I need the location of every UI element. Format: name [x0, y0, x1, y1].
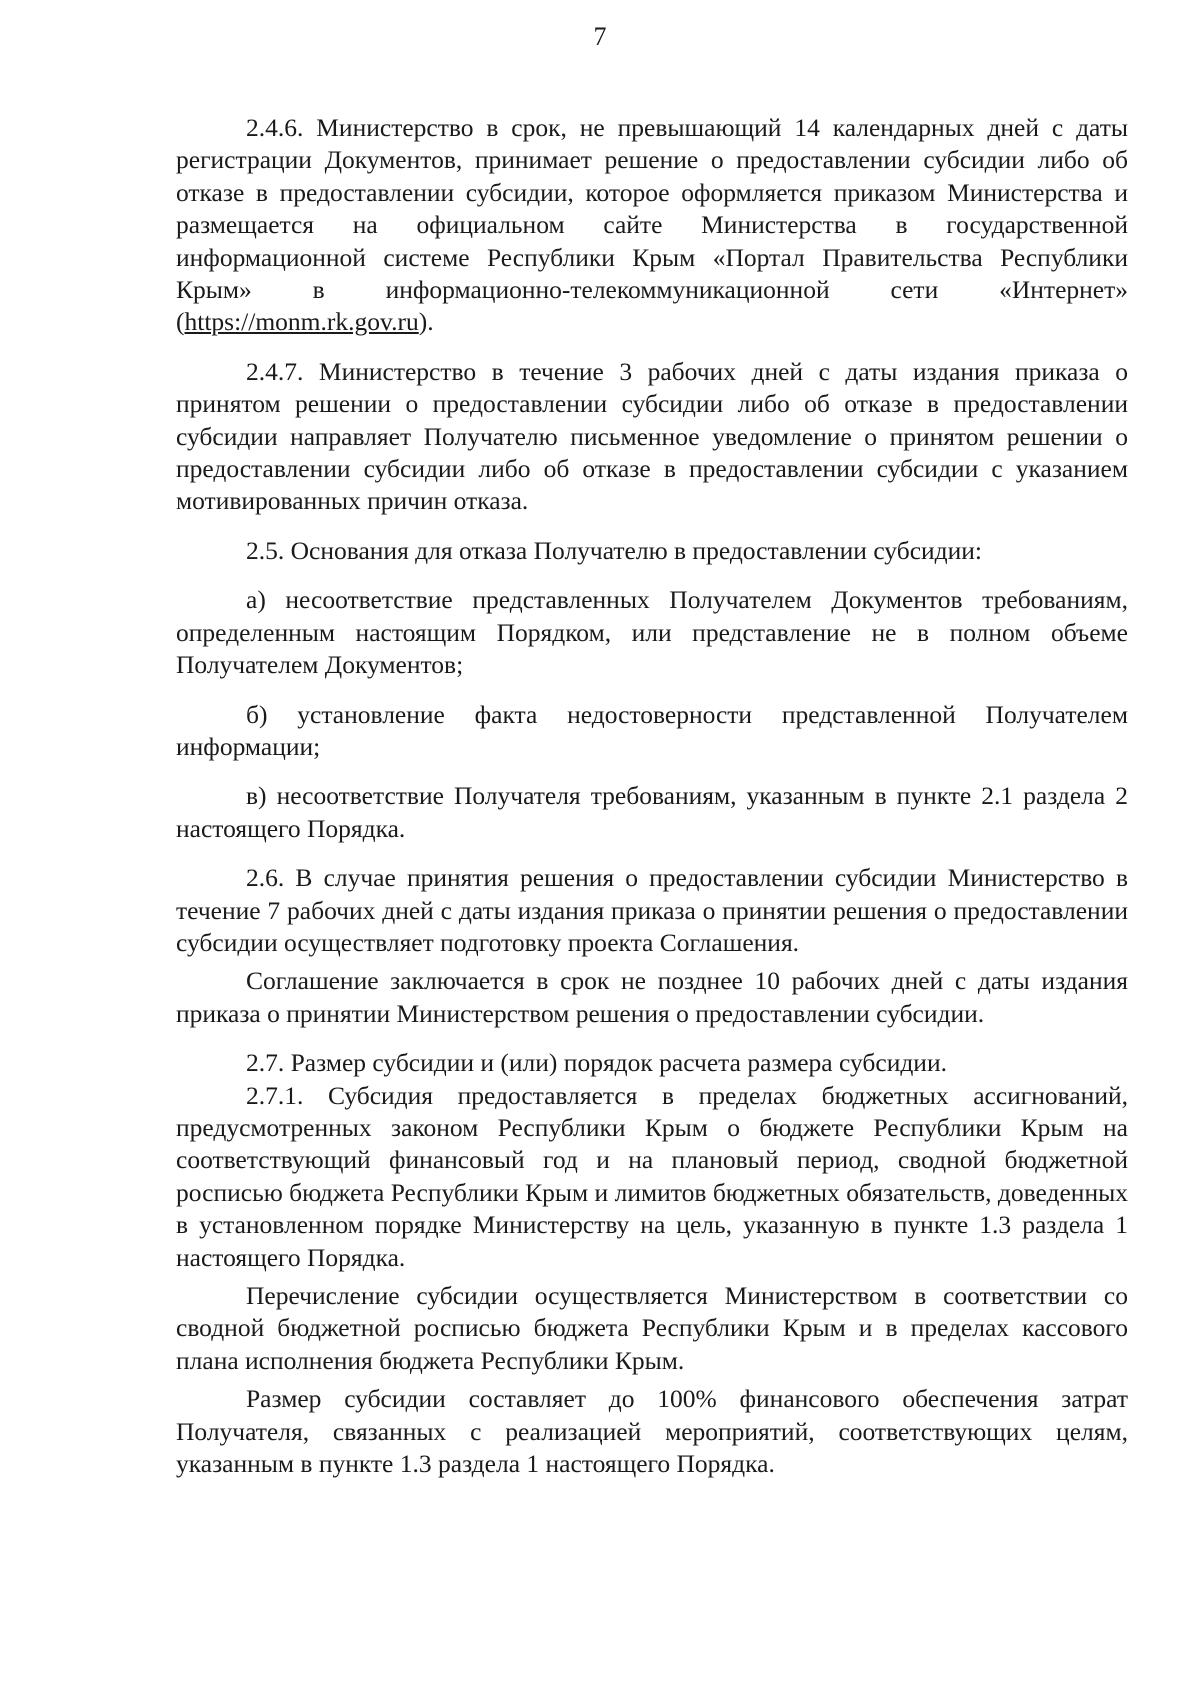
paragraph-2-7-1: 2.7.1. Субсидия предоставляется в пределах бюджетных ассигнований, предусмотренных законом Республики Крым о бюджете Республики Крым на соответствующий финансовый год и на плановый период, сводной бюджетной росписью бюджета Республики Крым и лимитов бюджетных обязательств, доведенных в установленном порядке Министерству на цель, указанную в пункте 1.3 раздела 1 настоящего Порядка. [176, 1080, 1128, 1272]
paragraph-2-4-6 [176, 112, 1128, 339]
paragraph-2-5-a: а) несоответствие представленных Получателем Документов требованиям, определенным настоящим Порядком, или представление не в полном объеме Получателем Документов; [176, 585, 1128, 680]
paragraph-2-6: 2.6. В случае принятия решения о предоставлении субсидии Министерство в течение 7 рабочих дней с даты издания приказа о принятии решения о предоставлении субсидии осуществляет подготовку проекта Соглашения. [176, 863, 1128, 957]
paragraph-2-7-1-amount: Размер субсидии составляет до 100% финансового обеспечения затрат Получателя, связанных с реализацией мероприятий, соответствующих целям, указанным в пункте 1.3 раздела 1 настоящего Порядка. [176, 1384, 1128, 1479]
page-number: 7 [593, 22, 607, 51]
paragraph-2-4-7: 2.4.7. Министерство в течение 3 рабочих дней с даты издания приказа о принятом решении о предоставлении субсидии либо об отказе в предоставлении субсидии направляет Получателю письменное уведомление о принятом решении о предоставлении субсидии либо об отказе в предоставлении субсидии с указанием мотивированных причин отказа. [176, 356, 1128, 516]
ministry-site-link[interactable]: https://monm.rk.gov.ru [184, 307, 419, 337]
paragraph-2-7-1-transfer: Перечисление субсидии осуществляется Министерством в соответствии со сводной бюджетной росписью бюджета Республики Крым и в пределах кассового плана исполнения бюджета Республики Крым. [176, 1281, 1128, 1375]
paragraph-2-4-6-text: 2.4.6. Министерство в срок, не превышающий 14 календарных дней с даты регистрации Документов, принимает решение о предоставлении субсидии либо об отказе в предоставлении субсидии, которое оформляется приказом Министерства и размещается на официальном сайте Министерства в государственной информационной системе Республики Крым «Портал Правительства Республики Крым» в информационно-телекоммуникационной сети «Интернет» ( [176, 113, 1128, 337]
paragraph-2-5: 2.5. Основания для отказа Получателю в предоставлении субсидии: [246, 535, 983, 565]
document-body [176, 112, 1128, 1480]
paragraph-2-4-6-tail: ). [418, 307, 434, 337]
paragraph-2-6-agreement: Соглашение заключается в срок не позднее 10 рабочих дней с даты издания приказа о принятии Министерством решения о предоставлении субсидии. [176, 966, 1128, 1028]
paragraph-2-5-v: в) несоответствие Получателя требованиям, указанным в пункте 2.1 раздела 2 настоящего Порядка. [176, 781, 1128, 843]
paragraph-2-7: 2.7. Размер субсидии и (или) порядок расчета размера субсидии. [246, 1048, 947, 1078]
paragraph-2-5-b: б) установление факта недостоверности представленной Получателем информации; [176, 699, 1128, 761]
